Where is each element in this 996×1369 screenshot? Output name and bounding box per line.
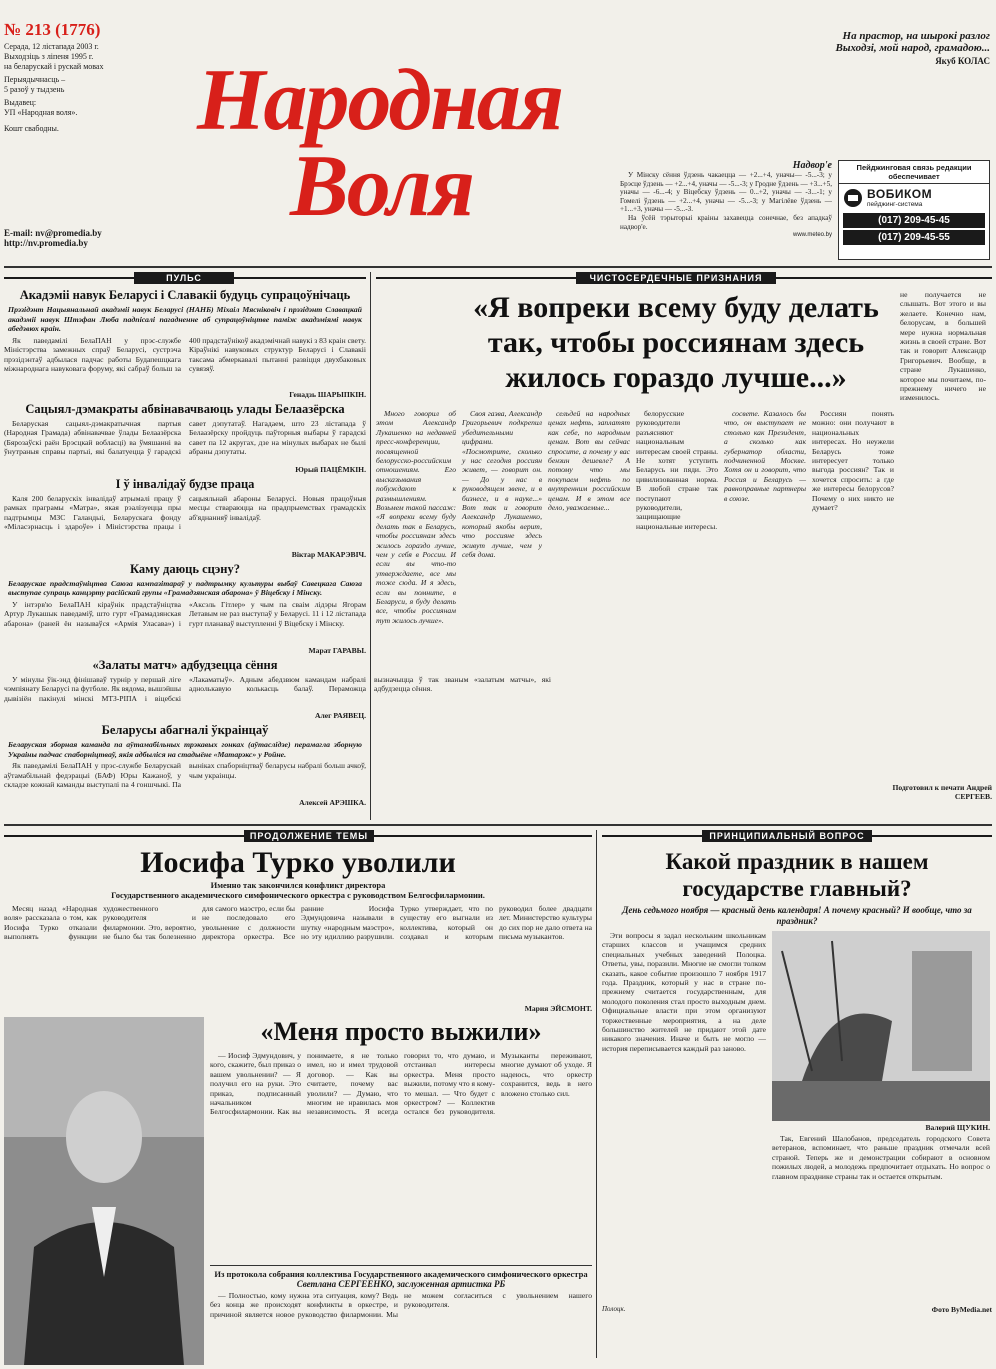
puls-lead-1: Прэзідэнт Нацыянальнай акадэміі навук Беларусі (НАНБ) Міхаіл Мясніковіч і прэзідэнт Славацкай акадэміі навук Штэфан Люба падпісалі пагадненне аб супрацоўніцтве паміж акадэміямі навук абедзвюх краін. [8,305,362,334]
masthead-divider [4,266,992,268]
holiday-text: Эти вопросы я задал нескольким школьникам старших классов и учащимся средних специальных учебных заведений Полоцка. Ответы, увы, поразили. Многие не смогли толком сказать, какое событие произошло 7 ноября 1917 года. Праздник, который у нас в стране по-прежнему считается государственным, для молодого поколения стал просто выходным днем. Официальные власти при этом организуют торжественные мероприятия, а на деле большинство жителей не придают этой дате никакого значения. Иначе и быть не могло — история переписывается каждый раз заново. [602,931,766,1053]
holiday-photo [772,931,990,1121]
ad-logo-row [839,184,989,211]
main-col-6 [812,409,894,779]
holiday-article [602,830,992,1358]
portrait-image [4,1017,204,1365]
turko-article [4,830,592,1358]
main-col-2 [462,409,542,779]
monument-image [772,931,990,1121]
pager-icon [843,188,863,208]
since-line: Выходзіць з ліпеня 1995 г. [4,52,94,61]
section-divider [4,824,992,826]
weather-title: Надвор'е [792,160,832,171]
puls-headline-1: Акадэміі навук Беларусі і Славакіі будуць супрацоўнічаць [19,288,351,302]
puls-text-2: Беларуская сацыял-дэмакратычная партыя (Народная Грамада) абвінавачвае ўлады Белаазёрска (Бярозаўскі раён Брэсцкай вобласці) ва ўмяшанні ва ўнутраныя справы партыі, які балатуецца ў гарадскі савет дэпутатаў. Нагадаем, што 23 лістапада ў Белаазёрску пройдуць паўторныя выбары ў гарадскі савет па 12 акругах, дзе на мінулых выбарах не былі абраны дэпутаты. [4,418,366,456]
protocol-box [210,1265,592,1351]
bottom-column-divider [596,830,597,1358]
column-divider [370,272,371,820]
logo-title-line1: Народная [197,52,563,149]
weather-block [620,160,832,260]
turko-rubric: ПРОДОЛЖЕНИЕ ТЕМЫ [244,830,374,842]
main-sign: Подготовил к печати Андрей СЕРГЕЕВ. [892,782,992,801]
turko-subhead-2: Государственного академического симфонического оркестра с руководством Белгосфилармонии. [111,890,485,900]
puls-sign-3: Віктар МАКАРЭВІЧ. [291,549,366,559]
website-link[interactable]: http://nv.promedia.by [4,238,88,248]
puls-text-3: Каля 200 беларускіх інвалідаў атрымалі працу ў рамках праграмы «Матра», якая рэалізуецца пры падтрымцы МЗС Галандыі, Беларускага фонду «Міласэрнасць і здароўе» і Міністэрства працы і сацыяльнай абароны Беларусі. Новыя працоўныя месцы ствараюцца на прадпрыемствах грамадскіх аб'яднанняў інвалідаў. [4,493,366,531]
languages-line: на беларускай і рускай мовах [4,62,104,71]
puls-text-6: Як паведамілі БелаПАН у прэс-службе Беларускай аўтамабільнай федэрацыі (БАФ) Юры Кажаноў, у складзе кожнай каманды выступалі па 4 гоншчыкі. Па выніках спаборніцтваў беларусы набралі больш ачкоў, чым украінцы. [4,761,366,789]
main-col-2-text: Своя газва, Александр Григорьевич подкрепил убедительными цифрами. «Посмотрите, сколько у нас сегодня россиян живет, — говорит он. — До у нас в руководящем звене, и в бизнесе, и в науке...» Вот так и говорит Александр Лукашенко, который якобы верит, что россияне здесь живут лучше, чем у себя дома. [462,408,542,559]
holiday-sign: Валерий ЩУКИН. [925,1123,990,1132]
turko-photo [4,1017,204,1365]
main-col-4-text: белорусские руководители разъясняют национальным интересам своей страны. Не хотят уступить Беларусь ни пяди. Это цивилизованная норма. В любой стране так поступают руководители, защищающие национальные интересы. [636,408,718,531]
main-col-3-text: сельдей на народных ценах нефть, заплатят как себе, по народным ценам. Вот вы сейчас спросите, а почему у вас бензин дешевле? А потому что мы покупаем нефть по внутренним российским ценам. И в этом все дело, уважаемые... [548,408,630,512]
protocol-author: Светлана СЕРГЕЕНКО, заслуженная артистка РБ [296,1279,506,1289]
pager-ad [838,160,990,260]
puls-text-4: У інтэрв'ю БелаПАН кіраўнік прадстаўніцтва Артур Лукашык паведаміў, што гурт «Грамадзянская абарона» (раней ён называўся «Армія Уласава») і «Аксэль Гітлер» у чым па сваім лідэры Ягорам Летавым не раз выступаў у Беларусі. 11 і 12 лістапада гурт планаваў выступленні ў Віцебску і Мінску. [4,599,366,628]
main-col7-top: не получается не слышать. Вот этого и вы желаете. Конечно нам, белорусам, в большей мере нужна нормальная жизнь в своей стране. Вот так и говорит Александр Григорьевич. Вообще, в стране Лукашенко, которое мы почитаем, по-прежнему ничего не изменилось. [900,290,986,403]
puls-headline-3: І ў інвалідаў будзе праца [115,476,255,491]
ad-phone-1: (017) 209-45-45 [843,213,985,228]
email-link[interactable]: E-mail: nv@promedia.by [4,228,102,238]
ad-logo: ВОБИКОМ [867,187,933,201]
puls-text-5: У мінулы ўік-энд фінішаваў турнір у першай ліге чэмпіянату Беларусі па футболе. Як вядома, вышэйшы дывізіён пакінулі мінскі МТЗ-РІПА і віцебскі «Лакаматыў». Адным абедзвюм камандам набралі аднолькавую колькасць балаў. Пераможца вызначыцца ў так званым «залатым матчы», які адбудзецца сёння. [4,674,551,703]
epigraph-line2: Выходзі, мой народ, грамадою... [835,42,990,54]
puls-sign-6: Алексей АРЭШКА. [299,798,366,808]
puls-text-1: Як паведамілі БелаПАН у прэс-службе Міністэрства замежных спраў Беларусі, сустрэча прэзідэнтаў адбылася падчас работы Будапешцкага міжнароднага навуковага форуму, які сабраў больш за 400 прадстаўнікоў акадэмічнай навукі з 83 краін свету. Кіраўнікі навуковых структур Беларусі і Славакіі таксама абмеркавалі пытанні развіцця двухбаковых сувязяў. [4,335,367,373]
publisher-label: Выдавец: [4,98,37,107]
protocol-text: — Полностью, кому нужна эта ситуация, кому? Ведь без конца же происходят конфликты в оркестре, и причиной является новое руководство филармонии. Мы не можем согласиться с увольнением нашего руководителя. [210,1291,592,1319]
interview-headline: «Меня просто выжили» [260,1017,542,1046]
main-rubric: ЧИСТОСЕРДЕЧНЫЕ ПРИЗНАНИЯ [576,272,776,284]
photo-credit: Фото ByMedia.net [931,1305,992,1314]
puls-sign-4: Марат ГАРАВЫ. [308,645,366,655]
epigraph-author: Якуб КОЛАС [935,56,990,66]
weather-summary: На ўсёй тэрыторыі краіны захавецца сонечнае, без ападкаў надвор'е. [620,213,832,231]
puls-headline-6: Беларусы абагналі ўкраінцаў [101,722,269,737]
main-col-1 [376,409,456,779]
epigraph [700,30,990,66]
contacts [4,228,174,248]
logo-title-line2: Воля [290,138,473,235]
ad-sub: пейджинг-система [867,201,923,208]
puls-lead-4: Беларускае прадстаўніцтва Саюза кампазітараў у падтрымку культуры выбаў Савецкага Саюза выступае супраць канцэрту расійскай групы «Грамадзянская абарона» ў Віцебску і Мінску. [8,578,362,598]
main-col-6-text: Россиян понять можно: они получают в национальных интересах. Но неужели Беларусь тоже интересует только выгода россиян? Так и хочется спросить: а где же интересы белорусов? Почему о них никто не думает? [812,408,894,512]
masthead-info [4,20,174,134]
epigraph-line1: На прастор, на шырокі разлог [842,30,990,42]
turko-text: Месяц назад «Народная воля» рассказала о том, как Иосифа Турко отказали выполнять функции художественного руководителя и филармонии. Это, вероятно, не было бы так болезненно для самого маэстро, если бы не последовало его увольнение с должности директора оркестра. Все ранние Иосифа Эдмундовича называли в шутку «народным маэстро», но эту идиллию разрушили. Турко утверждает, что по существу его выгнали из коллектива, который он создавал и которым руководил более двадцати лет. Министерство культуры до сих пор не дало ответа на письма музыкантов. [4,904,592,942]
newspaper-logo [175,52,625,240]
main-article [376,272,992,820]
interview-text: — Иосиф Эдмундович, у кого, скажите, был приказ о вашем увольнении? — Я получил его на руки. Это приказ, подписанный начальником Белгосфилармонии. Как вы понимаете, я не только имел, но и имел трудовой договор. — Как вы считаете, почему вас уволили? — Думаю, что многим не нравилась моя независимость. Я всегда говорил то, что думаю, и отстаивал интересы оркестра. Меня просто выжили, потому что я кому-то мешал. — Что будет с оркестром? — Коллектив остался без руководителя. Музыканты переживают, многие думают об уходе. Я надеюсь, что оркестр сохранится, ведь в него вложено столько сил. [210,1051,592,1117]
holiday-text-2: Так, Евгений Шалобанов, председатель городского Совета ветеранов, вспоминает, что раньше праздник отмечали всей страной. Теперь же и демонстрации собирают в основном пожилых людей, а молодежь предпочитает отдыхать. Но вопрос о главном празднике страны так и остается открытым. [772,1134,990,1181]
puls-sign-2: Юрый ПАЦЁМКІН. [295,464,366,474]
puls-lead-6: Беларуская зборная каманда па аўтамабільных трэкавых гонках (аўтаслідзе) перамагла зборную Украіны падчас спаборніцтваў, якія адбыліся на стадыёне «Матарэкс» у Ройне. [8,739,362,759]
issue-date: Серада, 12 лістапада 2003 г. [4,42,99,51]
ad-top-text: Пейджинговая связь редакции обеспечивает [839,161,989,184]
puls-sign-5: Алег РАЯВЕЦ. [314,710,366,720]
puls-headline-2: Сацыял-дэмакраты абвінавачваюць улады Белаазёрска [25,401,345,416]
issue-number: № 213 (1776) [4,20,101,39]
main-col-1-text: Много говорил об этом Александр Лукашенко на недавней пресс-конференции, посвященной белорусско-российским отношениям. Его высказывания побуждают к размышлениям. Возьмем такой пассаж: «Я вопреки всему буду делать так в Беларусь, чтобы россиянам здесь жилось гораздо лучше, чем у себя в России. И если вы что-то утверждаете, все мы тоже сюда. И я здесь, если вы помните, в Беларуси, я буду делать все, чтобы россиянам тут жилось лучше». [376,408,456,625]
weather-source: www.meteo.by [792,232,832,239]
puls-headline-4: Каму даюць сцэну? [130,561,240,576]
holiday-rubric: ПРИНЦИПИАЛЬНЫЙ ВОПРОС [702,830,872,842]
holiday-headline: Какой праздник в нашем государстве главный? [665,849,929,901]
photo-caption: Полоцк. [602,1305,626,1313]
puls-sign-1: Генадзь ШАРЫПКІН. [289,389,366,399]
puls-rubric: ПУЛЬС [134,272,234,284]
main-col-3 [548,409,630,779]
protocol-title: Из протокола собрания коллектива Государственного академического симфонического оркестра [214,1269,588,1279]
main-headline: «Я вопреки всему буду делать так, чтобы россиянам здесь жилось гораздо лучше...» [473,291,879,394]
publisher-value: УП «Народная воля». [4,108,78,117]
turko-subhead-1: Именно так закончился конфликт директора [210,880,386,890]
periodicity-label: Перыядычнасць – [4,75,66,84]
weather-forecast: У Мінску сёння ўдзень чакаецца — +2...+4, уначы— -5...-3; у Брэсце ўдзень — +2...+4, уначы — -5...-3; у Гродне ўдзень — +3...+5, уначы — -6...-4; у Віцебску ўдзень — 0...+2, уначы — -3...-1; у Гомелі ўдзень — +2...+4, уначы — -5...-3; у Магілёве ўдзень — +1...+3, уначы — -5...-3. [620,171,832,214]
main-col-4 [636,409,718,779]
main-col-5 [724,409,806,779]
puls-headline-5: «Залаты матч» адбудзецца сёння [92,657,278,672]
turko-sign: Мария ЭЙСМОНТ. [524,1004,592,1013]
price: Кошт свабодны. [4,124,59,133]
main-col-5-text: сосвете. Казалось бы что, он выступает не столько как Президент, а сколько как губернатор области, подчиненной Москве. Хотя он и говорит, что Россия и Беларусь — равноправные партнеры в союзе. [724,408,806,503]
periodicity-value: 5 разоў у тыдзень [4,85,65,94]
ad-phone-2: (017) 209-45-55 [843,230,985,245]
turko-headline: Иосифа Турко уволили [140,846,456,879]
holiday-lead: День седьмого ноября — красный день календаря! А почему красный? И вообще, что за праздник? [622,905,972,926]
